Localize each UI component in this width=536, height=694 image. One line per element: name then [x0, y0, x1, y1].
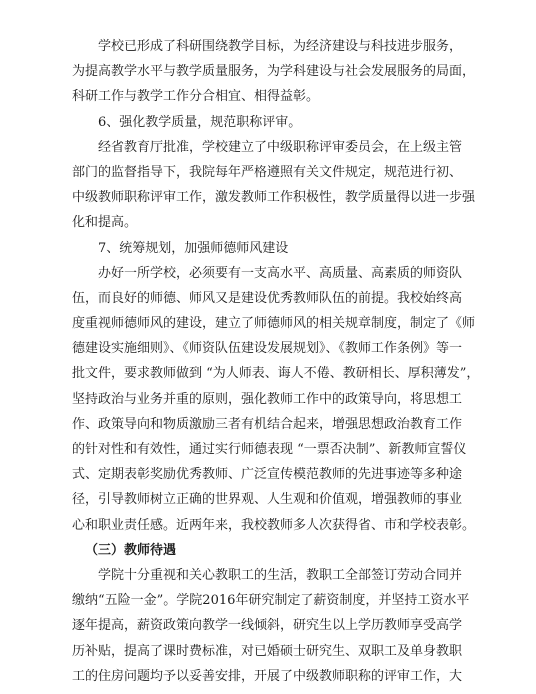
paragraph-line: 缴纳“五险一金”。学院2016年研究制定了薪资制度，并坚持工资水平 [72, 593, 470, 609]
paragraph-line: 6、强化教学质量，规范职称评审。 [98, 114, 302, 130]
paragraph-line: 心和职业责任感。近两年来，我校教师多人次获得省、市和学校表彰。 [72, 517, 476, 533]
paragraph-line: 历补贴，提高了课时费标准，对已婚硕士研究生、双职工及单身教职 [72, 643, 463, 659]
paragraph-line: 坚持政治与业务并重的原则，强化教师工作中的政策导向，将思想工 [72, 391, 463, 407]
paragraph-line: 度重视师德师风的建设，建立了师德师风的相关规章制度，制定了《师 [72, 316, 476, 332]
paragraph-line: 办好一所学校，必须要有一支高水平、高质量、高素质的师资队 [98, 265, 463, 281]
paragraph-line: 化和提高。 [72, 215, 138, 231]
paragraph-line: 批文件，要求教师做到 “为人师表、诲人不倦、教研相长、厚积薄发”， [72, 366, 480, 382]
paragraph-line: 的针对性和有效性，通过实行师德表现 “一票否决制”、新教师宣誓仪 [72, 442, 467, 457]
paragraph-line: 为提高教学水平与教学质量服务，为学科建设与社会发展服务的局面， [72, 64, 476, 80]
paragraph-line: 德建设实施细则》、《师资队伍建设发展规划》、《教师工作条例》等一 [72, 341, 463, 357]
paragraph-line: 部门的监督指导下，我院每年严格遵照有关文件规定，规范进行初、 [72, 164, 463, 180]
paragraph-line: 7、统筹规划，加强师德师风建设 [98, 240, 289, 256]
paragraph-line: 式、定期表彰奖励优秀教师、广泛宣传模范教师的先进事迹等多种途 [72, 467, 463, 483]
paragraph-line: 伍，而良好的师德、师风又是建设优秀教师队伍的前提。我校始终高 [72, 290, 463, 306]
paragraph-line: 经省教育厅批准，学校建立了中级职称评审委员会，在上级主管 [98, 139, 463, 155]
paragraph-line: 工的住房问题均予以妥善安排，开展了中级教师职称的评审工作，大 [72, 668, 463, 684]
paragraph-line: 逐年提高，薪资政策向教学一线倾斜，研究生以上学历教师享受高学 [72, 618, 463, 634]
paragraph-line: 作、政策导向和物质激励三者有机结合起来，增强思想政治教育工作 [72, 416, 463, 432]
paragraph-line: 学校已形成了科研围绕教学目标，为经济建设与科技进步服务， [98, 39, 463, 54]
paragraph-line: 科研工作与教学工作分合相宜、相得益彰。 [72, 89, 320, 105]
paragraph-line: 径，引导教师树立正确的世界观、人生观和价值观，增强教师的事业 [72, 492, 463, 508]
section-heading: （三）教师待遇 [85, 542, 177, 558]
paragraph-line: 中级教师职称评审工作，激发教师工作积极性，教学质量得以进一步强 [72, 190, 476, 206]
paragraph-line: 学院十分重视和关心教职工的生活，教职工全部签订劳动合同并 [98, 567, 463, 583]
document-body [72, 34, 482, 689]
